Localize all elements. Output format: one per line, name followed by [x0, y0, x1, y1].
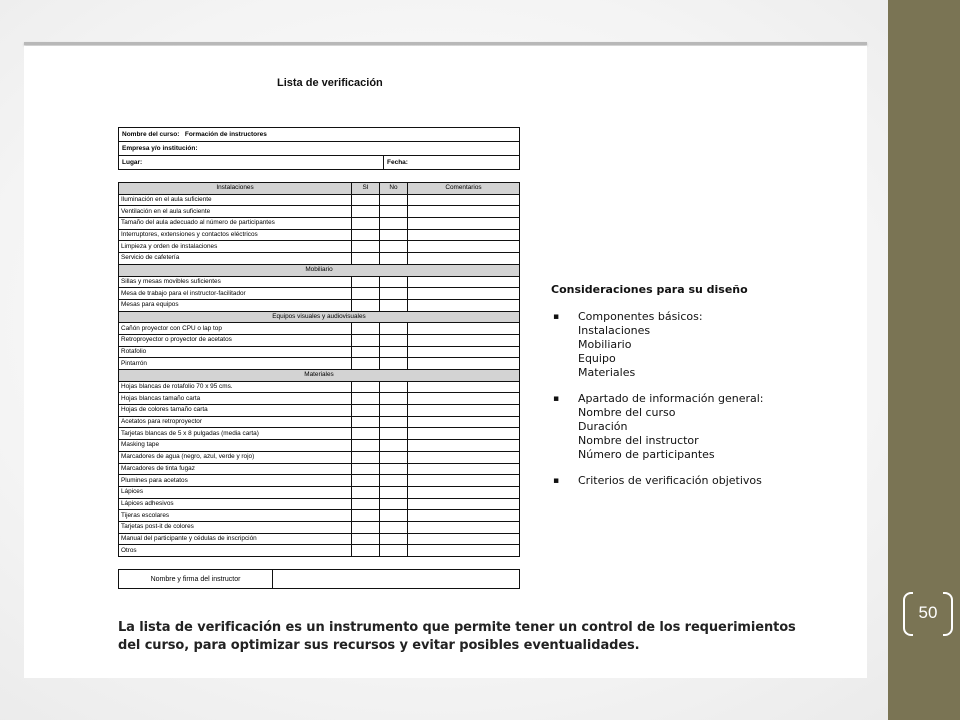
no-cell [380, 276, 408, 288]
no-cell [380, 521, 408, 533]
comments-cell [408, 545, 520, 557]
yes-cell [352, 545, 380, 557]
col-header-no: No [380, 183, 408, 195]
checklist-item-row [119, 206, 520, 218]
checklist-item-row [119, 521, 520, 533]
item-label: Sillas y mesas movibles suficientes [119, 276, 352, 288]
comments-cell [408, 218, 520, 230]
checklist-item-row [119, 533, 520, 545]
item-label: Otros [119, 545, 352, 557]
comments-cell [408, 241, 520, 253]
yes-cell [352, 218, 380, 230]
item-label: Limpieza y orden de instalaciones [119, 241, 352, 253]
checklist-body [119, 194, 520, 556]
comments-cell [408, 405, 520, 417]
course-row [119, 128, 520, 142]
item-label: Ventilación en el aula suficiente [119, 206, 352, 218]
consideration-subitem: Duración [578, 420, 628, 433]
comments-cell [408, 475, 520, 487]
checklist-item-row [119, 451, 520, 463]
no-cell [380, 206, 408, 218]
company-label: Empresa y/o institución: [119, 142, 520, 156]
checklist-item-row [119, 545, 520, 557]
yes-cell [352, 323, 380, 335]
comments-cell [408, 451, 520, 463]
comments-cell [408, 393, 520, 405]
yes-cell [352, 451, 380, 463]
comments-cell [408, 521, 520, 533]
checklist-item-row [119, 218, 520, 230]
no-cell [380, 463, 408, 475]
date-label: Fecha: [384, 156, 520, 170]
section-label: Materiales [119, 370, 520, 382]
consideration-item [551, 474, 764, 488]
place-date-row [119, 156, 520, 170]
comments-cell [408, 276, 520, 288]
checklist-item-row [119, 194, 520, 206]
document-title: Lista de verificación [277, 77, 383, 89]
item-label: Hojas blancas de rotafolio 70 x 95 cms. [119, 381, 352, 393]
item-label: Tamaño del aula adecuado al número de participantes [119, 218, 352, 230]
checklist-item-row [119, 229, 520, 241]
consideration-item [551, 392, 764, 462]
course-label: Nombre del curso: [122, 131, 180, 138]
checklist-header-row [119, 183, 520, 195]
item-label: Acetatos para retroproyector [119, 416, 352, 428]
course-value: Formación de instructores [184, 131, 267, 138]
yes-cell [352, 486, 380, 498]
item-label: Servicio de cafetería [119, 253, 352, 265]
no-cell [380, 334, 408, 346]
signature-table [118, 569, 520, 589]
comments-cell [408, 334, 520, 346]
slide-number: 50 [918, 603, 938, 622]
item-label: Lápices adhesivos [119, 498, 352, 510]
yes-cell [352, 334, 380, 346]
no-cell [380, 428, 408, 440]
no-cell [380, 510, 408, 522]
checklist-item-row [119, 323, 520, 335]
comments-cell [408, 416, 520, 428]
no-cell [380, 299, 408, 311]
course-info-table [118, 127, 520, 170]
no-cell [380, 440, 408, 452]
consideration-subitem: Nombre del curso [578, 406, 676, 419]
consideration-subitem: Mobiliario [578, 338, 632, 351]
checklist-item-row [119, 486, 520, 498]
no-cell [380, 194, 408, 206]
yes-cell [352, 381, 380, 393]
checklist-item-row [119, 440, 520, 452]
considerations-list [551, 310, 764, 488]
yes-cell [352, 393, 380, 405]
signature-field [273, 570, 520, 589]
document-top-rule [24, 42, 867, 45]
comments-cell [408, 381, 520, 393]
item-label: Mesas para equipos [119, 299, 352, 311]
no-cell [380, 218, 408, 230]
yes-cell [352, 498, 380, 510]
comments-cell [408, 194, 520, 206]
comments-cell [408, 428, 520, 440]
item-label: Hojas de colores tamaño carta [119, 405, 352, 417]
comments-cell [408, 498, 520, 510]
col-header-comments: Comentarios [408, 183, 520, 195]
checklist-item-row [119, 241, 520, 253]
consideration-subitem: Instalaciones [578, 324, 651, 337]
bullet-icon: ▪ [553, 312, 560, 322]
document-page [24, 46, 867, 678]
yes-cell [352, 533, 380, 545]
item-label: Tarjetas post-it de colores [119, 521, 352, 533]
yes-cell [352, 475, 380, 487]
considerations-title: Consideraciones para su diseño [551, 283, 748, 296]
comments-cell [408, 206, 520, 218]
consideration-label: Criterios de verificación objetivos [578, 474, 762, 487]
item-label: Tijeras escolares [119, 510, 352, 522]
no-cell [380, 416, 408, 428]
bracket-left [903, 592, 913, 636]
place-label: Lugar: [119, 156, 384, 170]
yes-cell [352, 428, 380, 440]
col-header-installations: Instalaciones [119, 183, 352, 195]
comments-cell [408, 358, 520, 370]
item-label: Tarjetas blancas de 5 x 8 pulgadas (media carta) [119, 428, 352, 440]
item-label: Marcadores de agua (negro, azul, verde y rojo) [119, 451, 352, 463]
bracket-right [943, 592, 953, 636]
checklist-item-row [119, 381, 520, 393]
yes-cell [352, 358, 380, 370]
consideration-subitem: Número de participantes [578, 448, 715, 461]
comments-cell [408, 323, 520, 335]
comments-cell [408, 253, 520, 265]
yes-cell [352, 416, 380, 428]
yes-cell [352, 405, 380, 417]
no-cell [380, 498, 408, 510]
considerations-panel [551, 283, 764, 500]
checklist-item-row [119, 463, 520, 475]
yes-cell [352, 288, 380, 300]
consideration-subitem: Nombre del instructor [578, 434, 699, 447]
checklist-item-row [119, 510, 520, 522]
no-cell [380, 288, 408, 300]
no-cell [380, 451, 408, 463]
no-cell [380, 475, 408, 487]
item-label: Manual del participante y cédulas de inscripción [119, 533, 352, 545]
yes-cell [352, 229, 380, 241]
comments-cell [408, 440, 520, 452]
consideration-subitem: Equipo [578, 352, 616, 365]
yes-cell [352, 346, 380, 358]
no-cell [380, 229, 408, 241]
item-label: Mesa de trabajo para el instructor-facilitador [119, 288, 352, 300]
yes-cell [352, 521, 380, 533]
checklist-section-row [119, 370, 520, 382]
no-cell [380, 486, 408, 498]
yes-cell [352, 241, 380, 253]
checklist-item-row [119, 416, 520, 428]
no-cell [380, 393, 408, 405]
checklist-section-row [119, 264, 520, 276]
yes-cell [352, 510, 380, 522]
section-label: Equipos visuales y audiovisuales [119, 311, 520, 323]
item-label: Hojas blancas tamaño carta [119, 393, 352, 405]
yes-cell [352, 206, 380, 218]
item-label: Iluminación en el aula suficiente [119, 194, 352, 206]
no-cell [380, 241, 408, 253]
comments-cell [408, 346, 520, 358]
no-cell [380, 545, 408, 557]
checklist-item-row [119, 276, 520, 288]
section-label: Mobiliario [119, 264, 520, 276]
comments-cell [408, 463, 520, 475]
item-label: Pintarrón [119, 358, 352, 370]
comments-cell [408, 533, 520, 545]
item-label: Rotafolio [119, 346, 352, 358]
checklist-item-row [119, 358, 520, 370]
item-label: Retroproyector o proyector de acetatos [119, 334, 352, 346]
checklist-item-row [119, 393, 520, 405]
no-cell [380, 405, 408, 417]
yes-cell [352, 276, 380, 288]
comments-cell [408, 510, 520, 522]
checklist-item-row [119, 475, 520, 487]
checklist-item-row [119, 405, 520, 417]
yes-cell [352, 194, 380, 206]
checklist-item-row [119, 428, 520, 440]
item-label: Plumines para acetatos [119, 475, 352, 487]
yes-cell [352, 463, 380, 475]
checklist-item-row [119, 288, 520, 300]
consideration-label: Componentes básicos: [578, 310, 703, 323]
signature-row [119, 570, 520, 589]
item-label: Cañón proyector con CPU o lap top [119, 323, 352, 335]
no-cell [380, 533, 408, 545]
comments-cell [408, 299, 520, 311]
slide-number-badge [903, 592, 953, 634]
signature-label: Nombre y firma del instructor [119, 570, 273, 589]
checklist-item-row [119, 253, 520, 265]
checklist-item-row [119, 346, 520, 358]
no-cell [380, 253, 408, 265]
course-cell [119, 128, 520, 142]
consideration-label: Apartado de información general: [578, 392, 764, 405]
consideration-item [551, 310, 764, 380]
bullet-icon: ▪ [553, 394, 560, 404]
item-label: Lápices [119, 486, 352, 498]
comments-cell [408, 288, 520, 300]
consideration-subitem: Materiales [578, 366, 636, 379]
item-label: Interruptores, extensiones y contactos eléctricos [119, 229, 352, 241]
checklist-section-row [119, 311, 520, 323]
yes-cell [352, 440, 380, 452]
checklist-table [118, 182, 520, 557]
company-row [119, 142, 520, 156]
item-label: Marcadores de tinta fugaz [119, 463, 352, 475]
col-header-yes: SI [352, 183, 380, 195]
yes-cell [352, 299, 380, 311]
item-label: Masking tape [119, 440, 352, 452]
bullet-icon: ▪ [553, 476, 560, 486]
comments-cell [408, 486, 520, 498]
checklist-item-row [119, 334, 520, 346]
yes-cell [352, 253, 380, 265]
no-cell [380, 358, 408, 370]
no-cell [380, 381, 408, 393]
checklist-item-row [119, 299, 520, 311]
no-cell [380, 323, 408, 335]
no-cell [380, 346, 408, 358]
footer-paragraph: La lista de verificación es un instrumento que permite tener un control de los requerimientos del curso, para optimizar sus recursos y evitar posibles eventualidades. [118, 620, 796, 653]
checklist-item-row [119, 498, 520, 510]
comments-cell [408, 229, 520, 241]
